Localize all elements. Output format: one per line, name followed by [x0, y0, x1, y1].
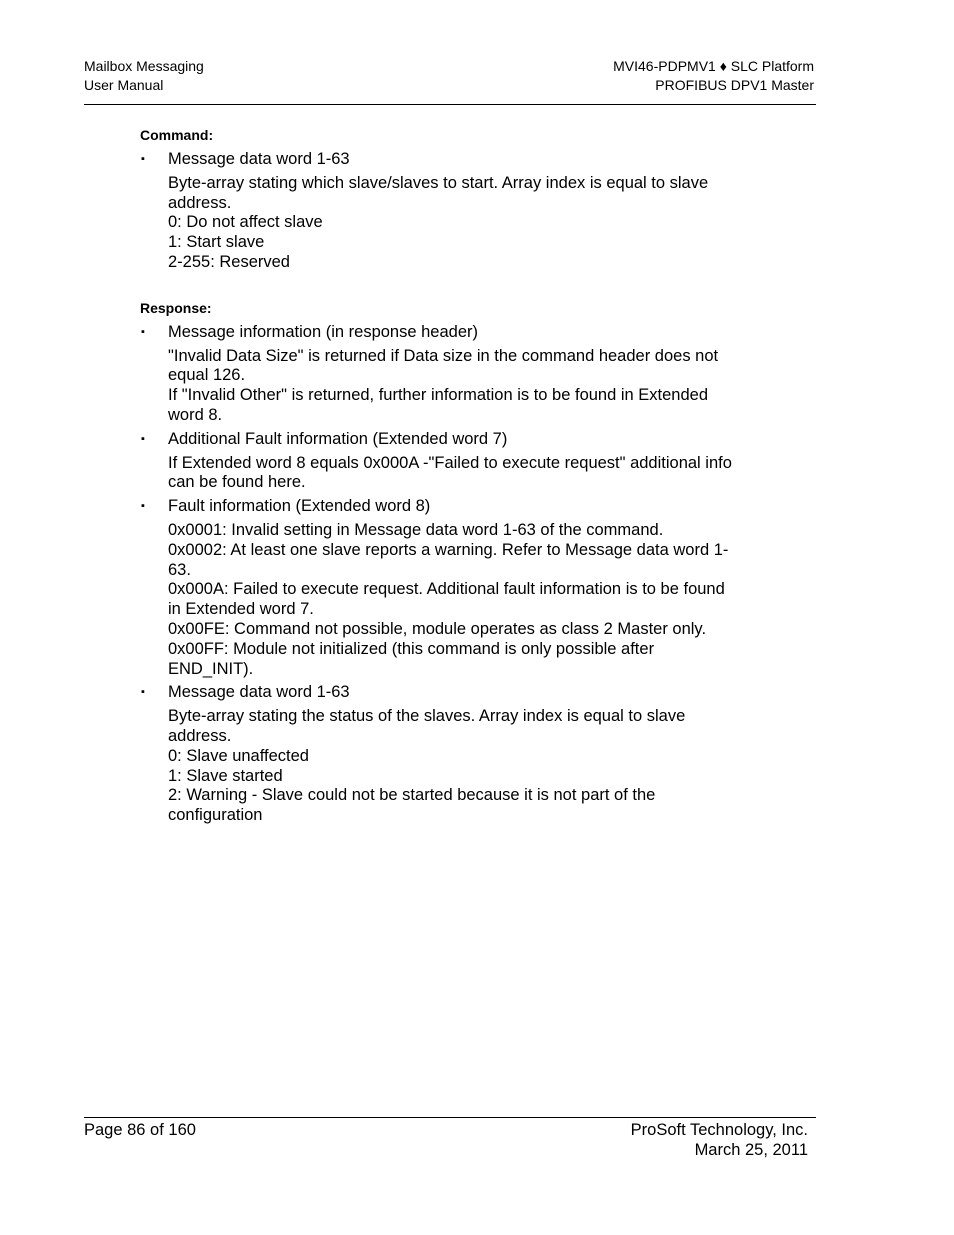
text-line: 1: Start slave	[168, 233, 265, 252]
text-line: 2: Warning - Slave could not be started because it is not part of the	[168, 786, 656, 805]
text-line: 0x00FF: Module not initialized (this command is only possible after	[168, 639, 655, 658]
footer-right	[631, 1120, 808, 1160]
bullet-label: Message data word 1-63	[168, 683, 350, 702]
header-divider	[84, 104, 816, 105]
bullet-description	[140, 707, 760, 826]
bullet-label: Additional Fault information (Extended word 7)	[168, 429, 508, 448]
page-body	[140, 126, 760, 830]
response-list	[140, 323, 760, 826]
header-product-name: MVI46-PDPMV1 ♦ SLC Platform	[613, 58, 814, 74]
bullet-item	[140, 683, 760, 703]
bullet-description	[140, 454, 760, 494]
bullet-icon: ▪	[141, 153, 145, 165]
text-line: word 8.	[168, 405, 223, 424]
bullet-label: Message data word 1-63	[168, 150, 350, 168]
footer-divider	[84, 1117, 816, 1118]
text-line: 1: Slave started	[168, 766, 283, 785]
running-header-left	[84, 57, 204, 95]
running-header-right	[613, 57, 814, 95]
response-heading: Response:	[140, 299, 212, 316]
bullet-item	[140, 323, 760, 343]
bullet-item	[140, 497, 760, 517]
bullet-icon: ▪	[141, 325, 145, 338]
text-line: END_INIT).	[168, 659, 254, 678]
section-gap	[140, 277, 760, 299]
text-line: address.	[168, 726, 232, 745]
text-line: 0x000A: Failed to execute request. Additional fault information is to be found	[168, 580, 725, 599]
bullet-description	[140, 347, 760, 426]
bullet-item	[140, 150, 760, 170]
bullet-description	[140, 521, 760, 679]
text-line: Byte-array stating which slave/slaves to start. Array index is equal to slave	[168, 173, 709, 192]
text-line: If "Invalid Other" is returned, further information is to be found in Extended	[168, 386, 709, 405]
page-number: Page 86 of 160	[84, 1121, 196, 1139]
command-list	[140, 150, 760, 273]
text-line: Byte-array stating the status of the slaves. Array index is equal to slave	[168, 707, 686, 726]
bullet-description	[140, 174, 760, 273]
text-line: 63.	[168, 560, 191, 579]
text-line: 0x00FE: Command not possible, module operates as class 2 Master only.	[168, 619, 707, 638]
header-product-subtitle: PROFIBUS DPV1 Master	[655, 77, 814, 93]
command-heading: Command:	[140, 127, 214, 143]
text-line: 0x0001: Invalid setting in Message data word 1-63 of the command.	[168, 520, 664, 539]
bullet-label: Fault information (Extended word 8)	[168, 497, 431, 516]
text-line: If Extended word 8 equals 0x000A -"Failed to execute request" additional info	[168, 453, 732, 472]
text-line: can be found here.	[168, 473, 306, 492]
header-manual-type: User Manual	[84, 77, 164, 93]
bullet-label: Message information (in response header)	[168, 322, 478, 341]
text-line: 0x0002: At least one slave reports a warning. Refer to Message data word 1-	[168, 540, 729, 559]
bullet-icon: ▪	[141, 432, 145, 445]
text-line: "Invalid Data Size" is returned if Data size in the command header does not	[168, 346, 719, 365]
bullet-icon: ▪	[141, 500, 145, 513]
bullet-item	[140, 430, 760, 450]
footer-date: March 25, 2011	[694, 1141, 808, 1159]
bullet-icon: ▪	[141, 686, 145, 699]
text-line: 2-255: Reserved	[168, 252, 290, 271]
text-line: in Extended word 7.	[168, 600, 314, 619]
text-line: configuration	[168, 806, 263, 825]
text-line: 0: Do not affect slave	[168, 213, 323, 232]
text-line: 0: Slave unaffected	[168, 746, 309, 765]
text-line: address.	[168, 193, 232, 212]
header-section-title: Mailbox Messaging	[84, 58, 204, 74]
text-line: equal 126.	[168, 366, 246, 385]
footer-company: ProSoft Technology, Inc.	[630, 1121, 808, 1139]
